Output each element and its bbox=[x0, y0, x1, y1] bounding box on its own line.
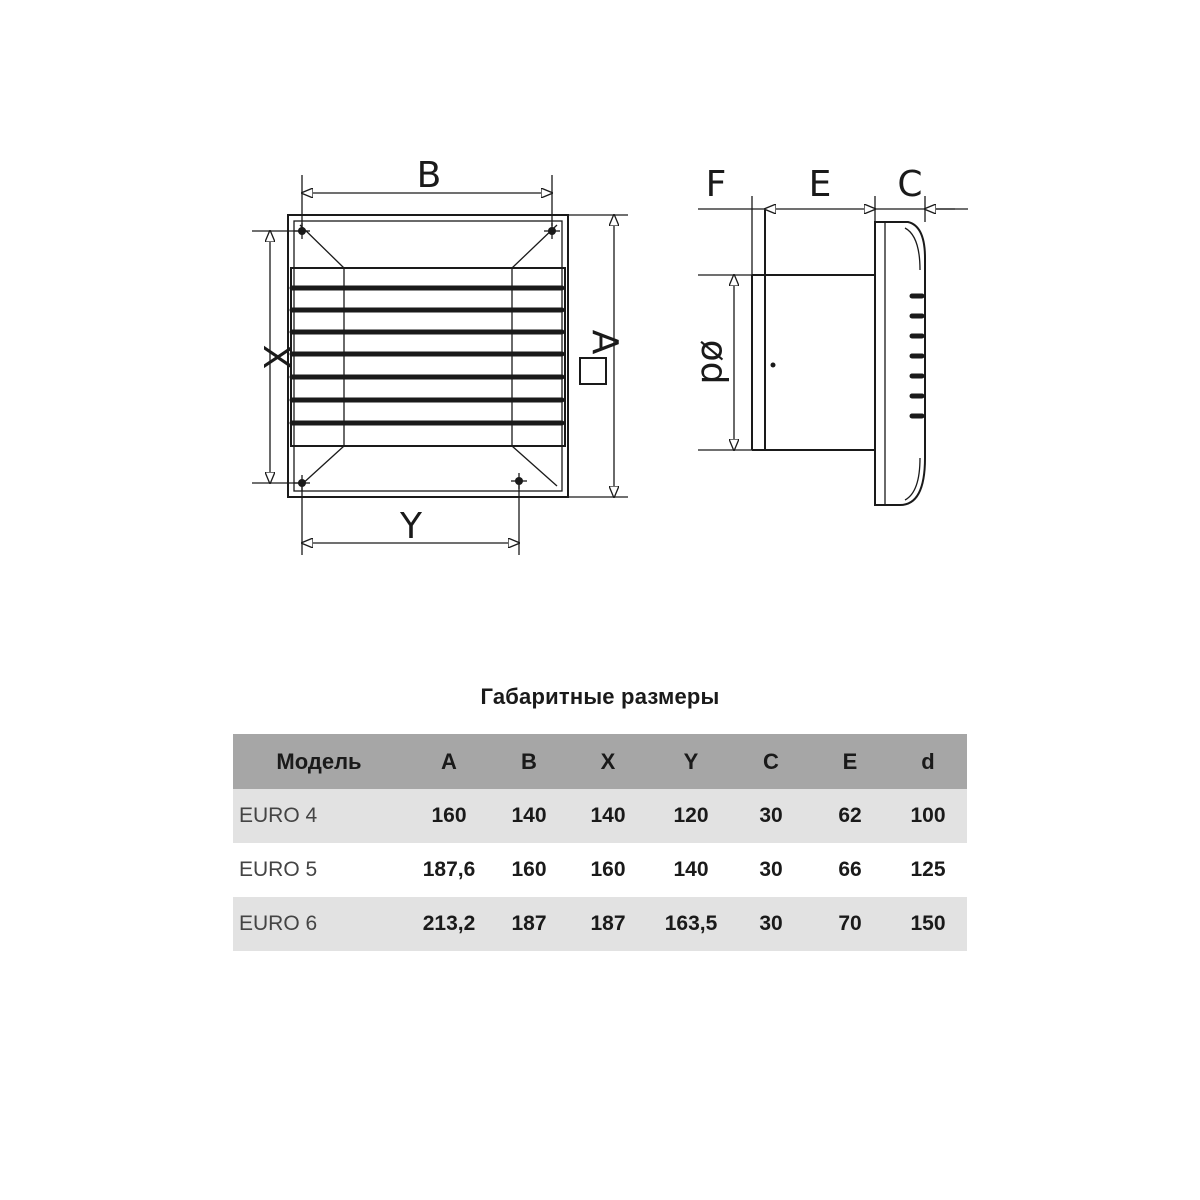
table-title: Габаритные размеры bbox=[480, 684, 720, 709]
header-c: C bbox=[731, 734, 811, 789]
label-b: B bbox=[416, 155, 442, 196]
header-y: Y bbox=[651, 734, 731, 789]
cell-value: 160 bbox=[405, 789, 493, 843]
header-d: d bbox=[889, 734, 967, 789]
label-a: A bbox=[584, 329, 625, 355]
dimension-y bbox=[302, 485, 519, 555]
header-x: X bbox=[565, 734, 651, 789]
dimensions-table bbox=[233, 734, 967, 951]
dimension-e bbox=[765, 164, 875, 209]
grille-housing bbox=[875, 222, 925, 505]
cell-model: EURO 5 bbox=[239, 858, 318, 881]
cell-value: 187 bbox=[493, 897, 565, 951]
cell-value: 70 bbox=[811, 897, 889, 951]
header-b: B bbox=[493, 734, 565, 789]
label-c: C bbox=[897, 164, 923, 205]
cell-value: 187,6 bbox=[422, 858, 476, 881]
square-symbol bbox=[580, 358, 606, 384]
cell-model: EURO 4 bbox=[233, 789, 405, 843]
cell-value: 187 bbox=[565, 897, 651, 951]
label-d: ød bbox=[693, 339, 734, 385]
side-view bbox=[693, 164, 968, 505]
cell-model: EURO 6 bbox=[233, 897, 405, 951]
table-row bbox=[233, 789, 967, 843]
label-y: Y bbox=[400, 506, 422, 547]
cell-value: 160 bbox=[511, 858, 547, 881]
cell-value: 160 bbox=[590, 858, 626, 881]
label-x: X bbox=[255, 344, 296, 370]
table-row bbox=[233, 897, 967, 951]
cell-value: 30 bbox=[731, 897, 811, 951]
table-header-row bbox=[233, 734, 967, 789]
side-louvers bbox=[912, 296, 922, 416]
cell-value: 140 bbox=[565, 789, 651, 843]
cell-value: 100 bbox=[889, 789, 967, 843]
cell-value: 62 bbox=[811, 789, 889, 843]
cell-value: 120 bbox=[651, 789, 731, 843]
cell-value: 163,5 bbox=[651, 897, 731, 951]
cell-value: 30 bbox=[731, 789, 811, 843]
grille-opening bbox=[291, 268, 565, 446]
cell-value: 30 bbox=[759, 858, 783, 881]
cell-value: 125 bbox=[910, 858, 946, 881]
table-row bbox=[233, 843, 967, 897]
cell-value: 150 bbox=[889, 897, 967, 951]
header-model: Модель bbox=[233, 734, 405, 789]
dimension-d bbox=[693, 275, 752, 450]
screw-holes bbox=[294, 223, 560, 491]
header-a: A bbox=[405, 734, 493, 789]
cell-value: 140 bbox=[493, 789, 565, 843]
grille-slats bbox=[292, 288, 562, 423]
cell-value: 66 bbox=[838, 858, 862, 881]
front-view bbox=[252, 155, 628, 555]
cell-value: 213,2 bbox=[405, 897, 493, 951]
label-e: E bbox=[808, 164, 832, 205]
header-e: E bbox=[811, 734, 889, 789]
label-f: F bbox=[705, 164, 727, 205]
dimension-c bbox=[875, 164, 968, 222]
cell-value: 140 bbox=[673, 858, 709, 881]
dimension-a bbox=[568, 215, 628, 497]
